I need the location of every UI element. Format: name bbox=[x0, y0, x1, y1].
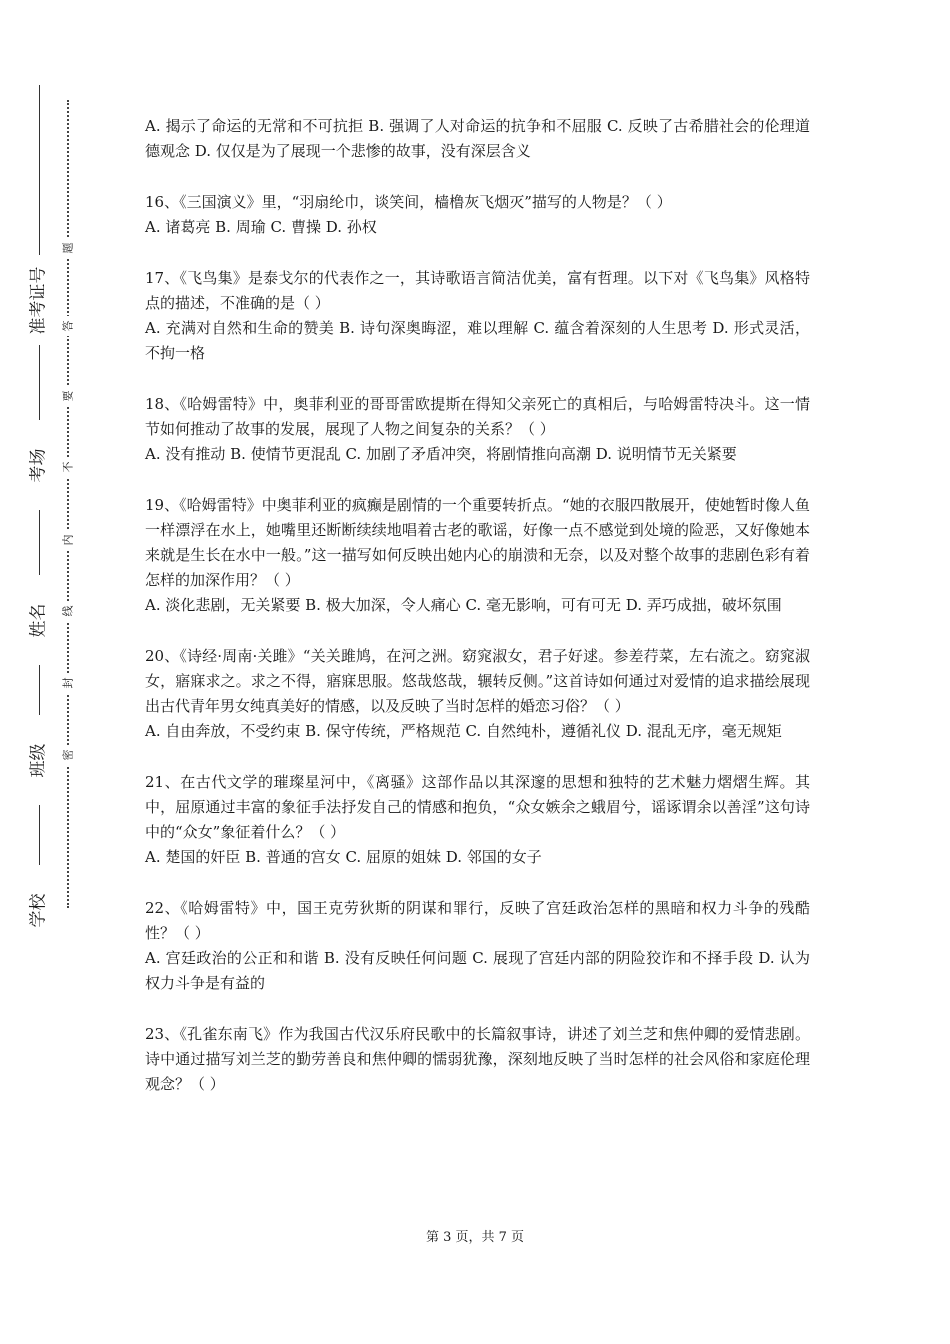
binding-margin bbox=[0, 0, 120, 1344]
question-options: A. 揭示了命运的无常和不可抗拒 B. 强调了人对命运的抗争和不屈服 C. 反映了古希腊社会的伦理道德观念 D. 仅仅是为了展现一个悲惨的故事，没有深层含义 bbox=[145, 117, 810, 160]
question-15-continued bbox=[145, 114, 810, 164]
field-school: 学校 bbox=[24, 865, 54, 955]
question-21 bbox=[145, 770, 810, 870]
field-exam-number: 准考证号 bbox=[24, 255, 54, 345]
question-options: A. 诸葛亮 B. 周瑜 C. 曹操 D. 孙权 bbox=[145, 218, 377, 236]
question-stem: 23、《孔雀东南飞》作为我国古代汉乐府民歌中的长篇叙事诗，讲述了刘兰芝和焦仲卿的爱情悲剧。诗中通过描写刘兰芝的勤劳善良和焦仲卿的懦弱犹豫，深刻地反映了当时怎样的社会风俗和家庭伦理观念？（ ） bbox=[145, 1025, 810, 1093]
question-17 bbox=[145, 266, 810, 366]
question-stem: 22、《哈姆雷特》中，国王克劳狄斯的阴谋和罪行，反映了宫廷政治怎样的黑暗和权力斗争的残酷性？（ ） bbox=[145, 899, 810, 942]
binding-dotted-line bbox=[67, 100, 69, 908]
question-options: A. 宫廷政治的公正和和谐 B. 没有反映任何问题 C. 展现了宫廷内部的阴险狡诈和不择手段 D. 认为权力斗争是有益的 bbox=[145, 949, 810, 992]
question-list bbox=[145, 114, 810, 1123]
question-options: A. 淡化悲剧，无关紧要 B. 极大加深，令人痛心 C. 毫无影响，可有可无 D. 弄巧成拙，破坏氛围 bbox=[145, 596, 782, 614]
question-stem: 16、《三国演义》里，“羽扇纶巾，谈笑间，樯橹灰飞烟灭”描写的人物是？（ ） bbox=[145, 193, 672, 211]
question-options: A. 没有推动 B. 使情节更混乱 C. 加剧了矛盾冲突，将剧情推向高潮 D. 说明情节无关紧要 bbox=[145, 445, 737, 463]
question-stem: 19、《哈姆雷特》中奥菲利亚的疯癫是剧情的一个重要转折点。“她的衣服四散展开，使她暂时像人鱼一样漂浮在水上，她嘴里还断断续续地唱着古老的歌谣，好像一点不感觉到处境的险恶，又好像她本来就是生长在水中一般。”这一描写如何反映出她内心的崩溃和无奈，以及对整个故事的悲剧色彩有着怎样的加深作用？（ ） bbox=[145, 496, 810, 589]
question-options: A. 自由奔放，不受约束 B. 保守传统，严格规范 C. 自然纯朴，遵循礼仪 D. 混乱无序，毫无规矩 bbox=[145, 722, 782, 740]
field-exam-room: 考场 bbox=[24, 420, 54, 510]
question-19 bbox=[145, 493, 810, 618]
seal-char: 答 bbox=[58, 316, 78, 336]
question-stem: 20、《诗经·周南·关雎》“关关雎鸠，在河之洲。窈窕淑女，君子好逑。参差荇菜，左右流之。窈窕淑女，寤寐求之。求之不得，寤寐思服。悠哉悠哉，辗转反侧。”这首诗如何通过对爱情的追求描绘展现出古代青年男女纯真美好的情感，以及反映了当时怎样的婚恋习俗？（ ） bbox=[145, 647, 810, 715]
seal-char: 密 bbox=[58, 745, 78, 765]
seal-char: 内 bbox=[58, 530, 78, 550]
question-16 bbox=[145, 190, 810, 240]
question-stem: 21、在古代文学的璀璨星河中，《离骚》这部作品以其深邃的思想和独特的艺术魅力熠熠生辉。其中，屈原通过丰富的象征手法抒发自己的情感和抱负，“众女嫉余之蛾眉兮，谣诼谓余以善淫”这句诗中的“众女”象征着什么？（ ） bbox=[145, 773, 810, 841]
seal-char: 线 bbox=[58, 601, 78, 621]
question-options: A. 楚国的奸臣 B. 普通的宫女 C. 屈原的姐妹 D. 邻国的女子 bbox=[145, 848, 542, 866]
page-number: 第 3 页，共 7 页 bbox=[425, 1230, 525, 1245]
question-stem: 18、《哈姆雷特》中，奥菲利亚的哥哥雷欧提斯在得知父亲死亡的真相后，与哈姆雷特决斗。这一情节如何推动了故事的发展，展现了人物之间复杂的关系？（ ） bbox=[145, 395, 810, 438]
question-20 bbox=[145, 644, 810, 744]
question-18 bbox=[145, 392, 810, 467]
seal-char: 要 bbox=[58, 386, 78, 406]
question-stem: 17、《飞鸟集》是泰戈尔的代表作之一，其诗歌语言简洁优美，富有哲理。以下对《飞鸟集》风格特点的描述，不准确的是（ ） bbox=[145, 269, 810, 312]
field-name: 姓名 bbox=[24, 575, 54, 665]
seal-char: 封 bbox=[58, 673, 78, 693]
seal-char: 不 bbox=[58, 457, 78, 477]
field-class: 班级 bbox=[24, 715, 54, 805]
question-22 bbox=[145, 896, 810, 996]
question-23 bbox=[145, 1022, 810, 1097]
question-options: A. 充满对自然和生命的赞美 B. 诗句深奥晦涩，难以理解 C. 蕴含着深刻的人生思考 D. 形式灵活，不拘一格 bbox=[145, 319, 810, 362]
seal-char: 题 bbox=[58, 238, 78, 258]
